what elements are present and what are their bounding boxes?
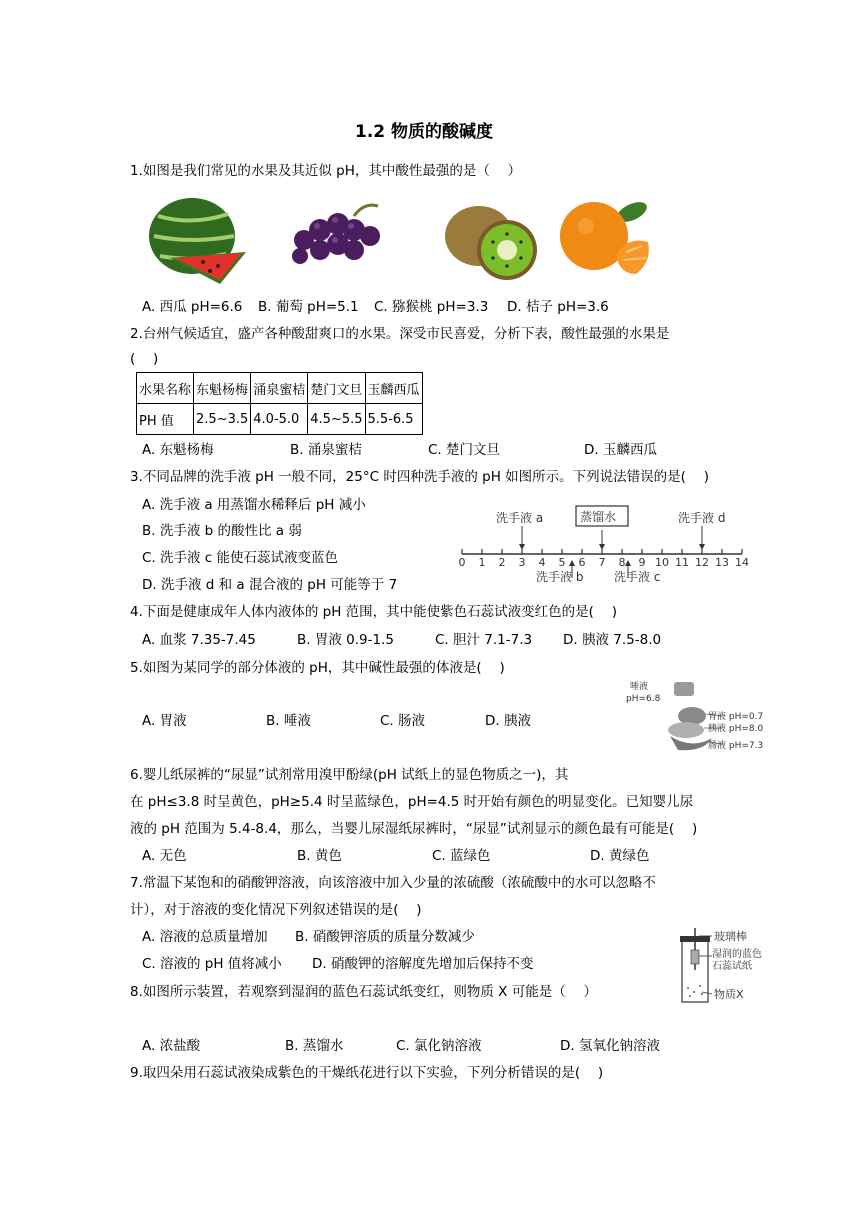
apparatus-figure bbox=[672, 926, 772, 1006]
ph-tick-label: 10 bbox=[655, 556, 669, 569]
substance-x-label: 物质X bbox=[714, 988, 744, 1001]
q4-option-b: B. 胃液 0.9-1.5 bbox=[297, 632, 394, 648]
question-6-line-2: 在 pH≤3.8 时呈黄色，pH≥5.4 时呈蓝绿色，pH=4.5 时开始有颜色的明显变化。已知婴儿尿 bbox=[130, 794, 694, 810]
ph-tick-label: 13 bbox=[715, 556, 729, 569]
q5-option-d: D. 胰液 bbox=[485, 713, 531, 729]
question-6-line-3: 液的 pH 范围为 5.4-8.4，那么，当婴儿尿湿纸尿裤时，“尿显”试剂显示的颜色最有可能是( ) bbox=[130, 821, 698, 837]
grapes-image bbox=[284, 200, 388, 270]
table-cell: 水果名称 bbox=[137, 373, 194, 404]
table-cell: PH 值 bbox=[137, 404, 194, 435]
q7-option-b: B. 硝酸钾溶质的质量分数减少 bbox=[295, 929, 475, 945]
table-cell: 5.5-6.5 bbox=[365, 404, 422, 435]
ph-tick-label: 4 bbox=[538, 556, 546, 569]
litmus-label-1: 湿润的蓝色 bbox=[712, 949, 762, 960]
ph-tick-label: 9 bbox=[638, 556, 646, 569]
q5-option-a: A. 胃液 bbox=[142, 713, 187, 729]
question-2-stem: 2.台州气候适宜，盛产各种酸甜爽口的水果。深受市民喜爱，分析下表，酸性最强的水果是 bbox=[130, 326, 670, 342]
ph-tick-label: 8 bbox=[618, 556, 626, 569]
q2-option-a: A. 东魁杨梅 bbox=[142, 442, 214, 458]
question-4-stem: 4.下面是健康成年人体内液体的 pH 范围，其中能使紫色石蕊试液变红色的是( ) bbox=[130, 604, 618, 620]
question-3-stem: 3.不同品牌的洗手液 pH 一般不同，25°C 时四种洗手液的 pH 如图所示。下列说法错误的是( ) bbox=[130, 469, 709, 485]
q8-option-c: C. 氯化钠溶液 bbox=[396, 1038, 482, 1054]
ph-tick-label: 0 bbox=[458, 556, 466, 569]
gastric-ph-label: 胃液 pH=0.7 bbox=[708, 712, 764, 722]
question-1-stem: 1.如图是我们常见的水果及其近似 pH，其中酸性最强的是（ ） bbox=[130, 163, 522, 179]
q3-option-b: B. 洗手液 b 的酸性比 a 弱 bbox=[142, 523, 302, 539]
q2-option-c: C. 楚门文旦 bbox=[428, 442, 501, 458]
distilled-water-label: 蒸馏水 bbox=[580, 510, 617, 524]
q8-option-a: A. 浓盐酸 bbox=[142, 1038, 201, 1054]
table-cell: 4.0-5.0 bbox=[251, 404, 308, 435]
table-row bbox=[137, 404, 423, 435]
ph-tick-label: 6 bbox=[578, 556, 586, 569]
q7-option-c: C. 溶液的 pH 值将减小 bbox=[142, 956, 282, 972]
ph-tick-label: 14 bbox=[735, 556, 749, 569]
q6-option-b: B. 黄色 bbox=[297, 848, 342, 864]
q5-option-c: C. 肠液 bbox=[380, 713, 426, 729]
question-5-stem: 5.如图为某同学的部分体液的 pH，其中碱性最强的体液是( ) bbox=[130, 660, 505, 676]
question-7-line-2: 计），对于溶液的变化情况下列叙述错误的是( ) bbox=[130, 902, 422, 918]
q3-option-c: C. 洗手液 c 能使石蕊试液变蓝色 bbox=[142, 550, 339, 566]
table-cell: 楚门文旦 bbox=[308, 373, 365, 404]
q1-option-d: D. 桔子 pH=3.6 bbox=[507, 299, 609, 315]
q3-option-d: D. 洗手液 d 和 a 混合液的 pH 可能等于 7 bbox=[142, 577, 398, 593]
q7-option-d: D. 硝酸钾的溶解度先增加后保持不变 bbox=[312, 956, 534, 972]
q2-option-b: B. 涌泉蜜桔 bbox=[290, 442, 362, 458]
handwash-c-label: 洗手液 c bbox=[614, 570, 661, 584]
handwash-b-label: 洗手液 b bbox=[536, 570, 584, 584]
question-7-line-1: 7.常温下某饱和的硝酸钾溶液，向该溶液中加入少量的浓硫酸（浓硫酸中的水可以忽略不 bbox=[130, 875, 656, 891]
q8-option-b: B. 蒸馏水 bbox=[285, 1038, 344, 1054]
page-title: 1.2 物质的酸碱度 bbox=[355, 122, 494, 142]
table-cell: 东魁杨梅 bbox=[194, 373, 251, 404]
ph-tick-label: 1 bbox=[478, 556, 486, 569]
q1-option-c: C. 猕猴桃 pH=3.3 bbox=[374, 299, 489, 315]
watermelon-image bbox=[148, 196, 248, 286]
q1-option-b: B. 葡萄 pH=5.1 bbox=[258, 299, 359, 315]
q6-option-d: D. 黄绿色 bbox=[590, 848, 650, 864]
q1-option-a: A. 西瓜 pH=6.6 bbox=[142, 299, 243, 315]
handwash-d-label: 洗手液 d bbox=[678, 511, 726, 525]
table-cell: 涌泉蜜桔 bbox=[251, 373, 308, 404]
pancreatic-ph-label: 胰液 pH=8.0 bbox=[708, 724, 764, 734]
ph-tick-label: 5 bbox=[558, 556, 566, 569]
q6-option-a: A. 无色 bbox=[142, 848, 187, 864]
q6-option-c: C. 蓝绿色 bbox=[432, 848, 491, 864]
question-2-paren: ( ) bbox=[130, 351, 159, 367]
table-cell: 玉麟西瓜 bbox=[365, 373, 422, 404]
q4-option-d: D. 胰液 7.5-8.0 bbox=[563, 632, 662, 648]
body-fluid-ph-figure bbox=[622, 678, 782, 754]
saliva-ph-label: pH=6.8 bbox=[626, 694, 661, 704]
question-9-stem: 9.取四朵用石蕊试液染成紫色的干燥纸花进行以下实验，下列分析错误的是( ) bbox=[130, 1065, 604, 1081]
q8-option-d: D. 氢氧化钠溶液 bbox=[560, 1038, 660, 1054]
kiwi-image bbox=[443, 200, 543, 282]
intestinal-ph-label: 肠液 pH=7.3 bbox=[708, 741, 764, 751]
saliva-label: 唾液 bbox=[630, 682, 649, 692]
handwash-a-label: 洗手液 a bbox=[496, 511, 544, 525]
glass-rod-label: 玻璃棒 bbox=[714, 930, 747, 943]
ph-tick-label: 11 bbox=[675, 556, 689, 569]
q7-option-a: A. 溶液的总质量增加 bbox=[142, 929, 268, 945]
litmus-label-2: 石蕊试纸 bbox=[712, 961, 752, 972]
q4-option-a: A. 血浆 7.35-7.45 bbox=[142, 632, 256, 648]
q3-option-a: A. 洗手液 a 用蒸馏水稀释后 pH 减小 bbox=[142, 497, 366, 513]
q4-option-c: C. 胆汁 7.1-7.3 bbox=[435, 632, 533, 648]
question-8-stem: 8.如图所示装置，若观察到湿润的蓝色石蕊试纸变红，则物质 X 可能是（ ） bbox=[130, 984, 598, 1000]
orange-image bbox=[556, 196, 654, 278]
table-cell: 4.5~5.5 bbox=[308, 404, 365, 435]
ph-tick-label: 3 bbox=[518, 556, 526, 569]
handwash-ph-scale-figure bbox=[452, 502, 752, 588]
question-6-line-1: 6.婴儿纸尿裤的“尿显”试剂常用溴甲酚绿(pH 试纸上的显色物质之一)，其 bbox=[130, 767, 569, 783]
q5-option-b: B. 唾液 bbox=[266, 713, 311, 729]
table-header-row bbox=[137, 373, 423, 404]
ph-tick-label: 7 bbox=[598, 556, 606, 569]
ph-tick-label: 2 bbox=[498, 556, 506, 569]
table-cell: 2.5~3.5 bbox=[194, 404, 251, 435]
ph-tick-label: 12 bbox=[695, 556, 709, 569]
q2-option-d: D. 玉麟西瓜 bbox=[584, 442, 657, 458]
fruit-ph-table bbox=[136, 372, 423, 435]
